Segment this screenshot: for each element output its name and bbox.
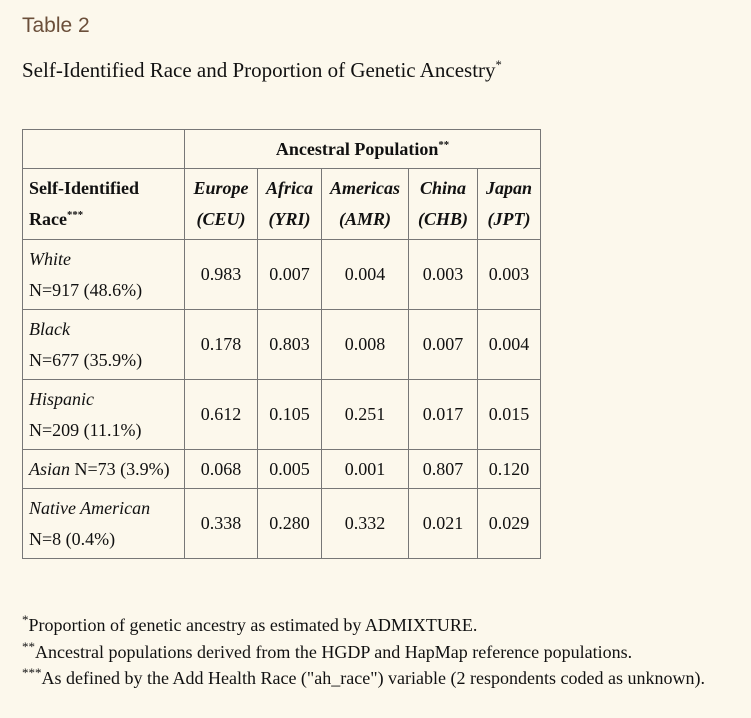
race-count: N=73 (3.9%)	[74, 458, 170, 479]
race-header-marker: ***	[66, 209, 84, 221]
table-label: Table 2	[22, 14, 90, 37]
race-count: N=917 (48.6%)	[29, 279, 143, 300]
value-cell: 0.001	[322, 450, 409, 489]
column-name: Europe	[193, 178, 249, 198]
race-name: Native American	[29, 497, 151, 518]
ancestral-population-header	[185, 130, 541, 169]
value-cell: 0.021	[409, 489, 478, 559]
table-title	[22, 58, 502, 83]
footnote-marker: ***	[22, 665, 42, 680]
value-cell: 0.004	[478, 310, 541, 380]
value-cell: 0.005	[258, 450, 322, 489]
ancestry-table	[22, 129, 541, 559]
table-row-native-american	[23, 489, 541, 559]
value-cell: 0.332	[322, 489, 409, 559]
column-name: Africa	[266, 178, 313, 198]
column-name: Japan	[485, 178, 532, 198]
value-cell: 0.003	[478, 240, 541, 310]
footnote-marker: **	[22, 638, 35, 654]
value-cell: 0.008	[322, 310, 409, 380]
value-cell: 0.007	[409, 310, 478, 380]
value-cell: 0.105	[258, 380, 322, 450]
table-column-header-row	[23, 169, 541, 240]
table-title-text: Self-Identified Race and Proportion of Genetic Ancestry	[22, 58, 496, 82]
column-code: (CHB)	[417, 209, 468, 229]
value-cell: 0.120	[478, 450, 541, 489]
race-name: Black	[29, 318, 70, 339]
column-name: Americas	[330, 178, 400, 198]
value-cell: 0.612	[185, 380, 258, 450]
footnote-text: Proportion of genetic ancestry as estimated by ADMIXTURE.	[28, 615, 478, 635]
value-cell: 0.015	[478, 380, 541, 450]
column-code: (JPT)	[487, 209, 531, 229]
table-row-black	[23, 310, 541, 380]
value-cell: 0.807	[409, 450, 478, 489]
footnotes	[22, 612, 705, 692]
footnote-text: Ancestral populations derived from the HGDP and HapMap reference populations.	[35, 641, 633, 662]
table-row-hispanic	[23, 380, 541, 450]
table-row-asian	[23, 450, 541, 489]
race-cell	[23, 380, 185, 450]
value-cell: 0.338	[185, 489, 258, 559]
value-cell: 0.007	[258, 240, 322, 310]
table-header-group-row	[23, 130, 541, 169]
value-cell: 0.251	[322, 380, 409, 450]
footnote-3	[22, 665, 705, 692]
value-cell: 0.004	[322, 240, 409, 310]
column-header-china	[409, 169, 478, 240]
footnote-marker: *	[22, 612, 29, 627]
value-cell: 0.983	[185, 240, 258, 310]
value-cell: 0.178	[185, 310, 258, 380]
value-cell: 0.803	[258, 310, 322, 380]
race-header-line1: Self-Identified	[29, 178, 139, 198]
title-footnote-marker: *	[495, 58, 502, 72]
column-code: (YRI)	[268, 209, 311, 229]
table-row-white	[23, 240, 541, 310]
empty-corner-cell	[23, 130, 185, 169]
race-name: White	[29, 248, 71, 269]
footnote-text: As defined by the Add Health Race ("ah_race") variable (2 respondents coded as unknown).	[41, 668, 705, 688]
race-name: Hispanic	[29, 388, 94, 409]
value-cell: 0.068	[185, 450, 258, 489]
race-name: Asian	[29, 458, 71, 479]
race-count: N=8 (0.4%)	[29, 528, 116, 549]
value-cell: 0.280	[258, 489, 322, 559]
value-cell: 0.003	[409, 240, 478, 310]
column-code: (CEU)	[196, 209, 246, 229]
race-cell	[23, 450, 185, 489]
value-cell: 0.029	[478, 489, 541, 559]
column-header-japan	[478, 169, 541, 240]
value-cell: 0.017	[409, 380, 478, 450]
ancestral-population-label: Ancestral Population	[275, 138, 439, 159]
column-name: China	[419, 178, 467, 198]
race-cell	[23, 489, 185, 559]
race-count: N=209 (11.1%)	[29, 419, 142, 440]
column-header-americas	[322, 169, 409, 240]
column-code: (AMR)	[338, 209, 391, 229]
race-cell	[23, 310, 185, 380]
footnote-2	[22, 639, 705, 666]
race-count: N=677 (35.9%)	[29, 349, 143, 370]
column-header-europe	[185, 169, 258, 240]
footnote-1	[22, 612, 705, 639]
column-header-africa	[258, 169, 322, 240]
race-column-header	[23, 169, 185, 240]
race-header-line2: Race	[29, 209, 67, 229]
race-cell	[23, 240, 185, 310]
ancestral-population-marker: **	[438, 138, 450, 151]
